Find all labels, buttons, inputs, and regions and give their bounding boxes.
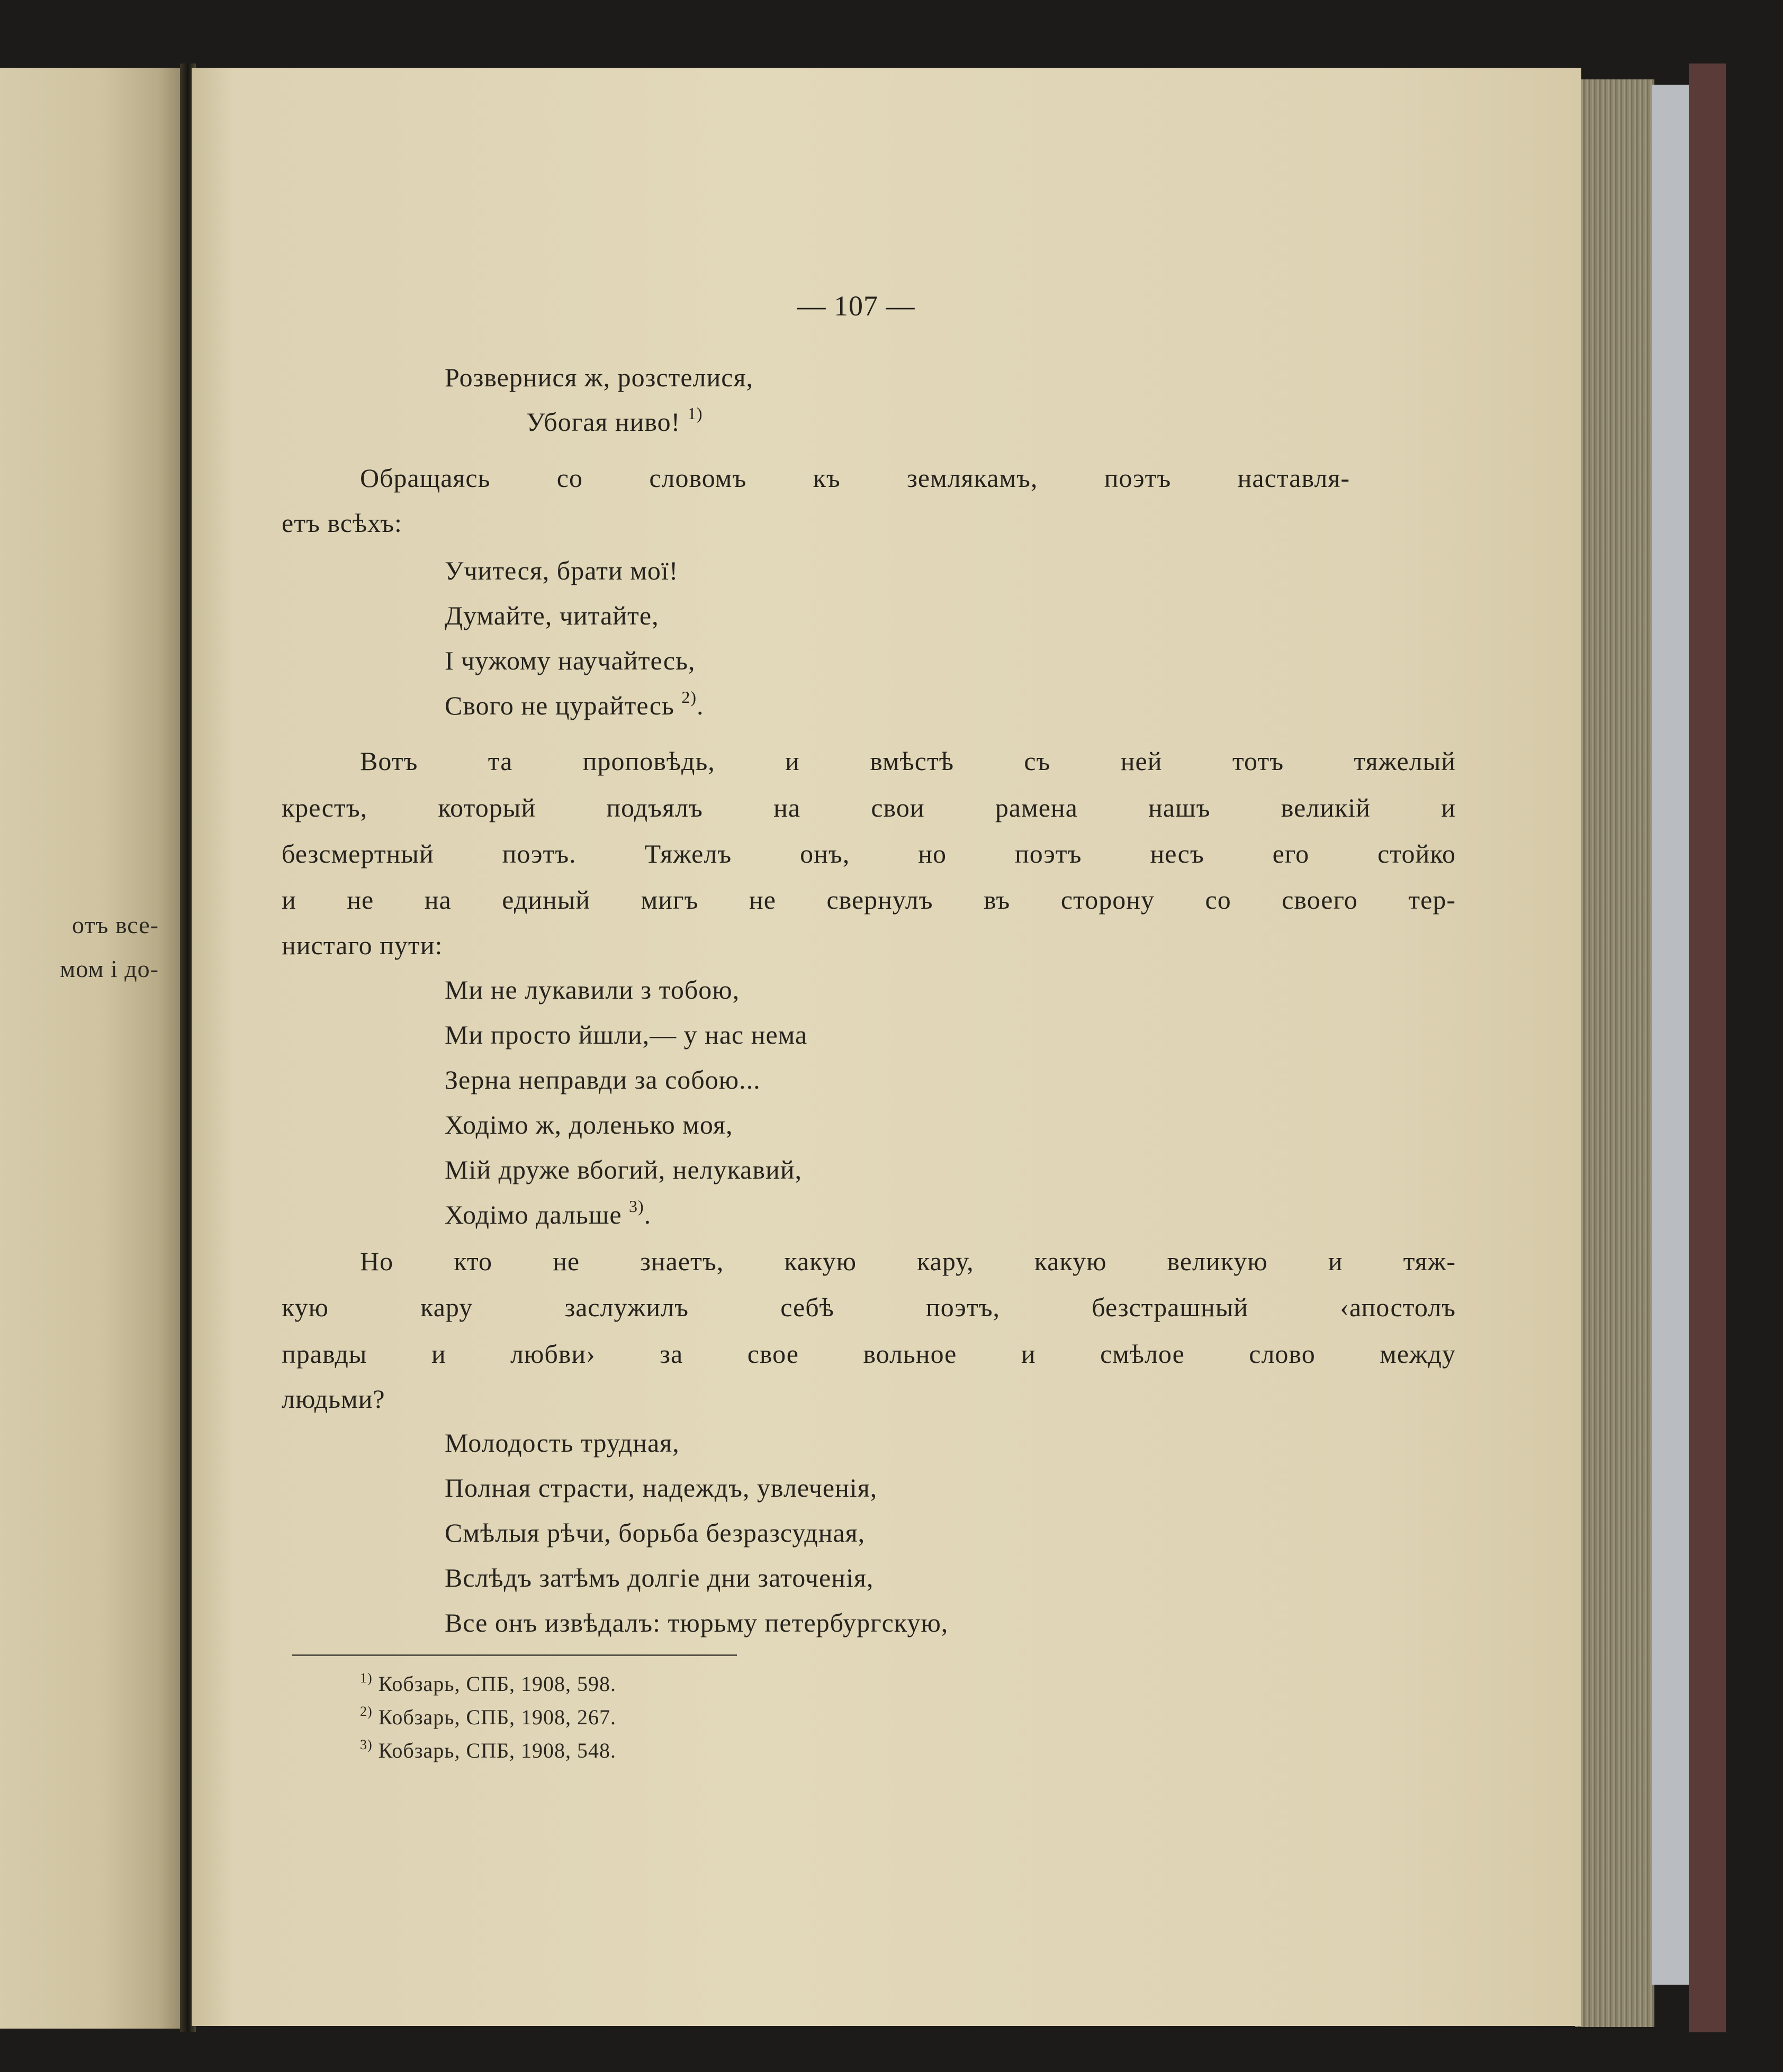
paragraph-line: Но кто не знаетъ, какую кару, какую великую и тяж-	[360, 1246, 1456, 1276]
footnote	[360, 1705, 616, 1730]
page-edges	[1575, 79, 1654, 2027]
verse-line	[526, 406, 703, 438]
page-edges-light	[1652, 85, 1689, 1985]
page-content	[192, 68, 1581, 2026]
footnote-mark: 1)	[360, 1670, 373, 1686]
verse-line: Мій друже вбогий, нелукавий,	[445, 1155, 802, 1184]
verse-line: Учитеся, брати мої!	[445, 556, 679, 585]
paragraph-line: нистаго пути:	[282, 930, 443, 960]
verse-line: Розвернися ж, розстелися,	[445, 363, 753, 392]
verse-line: Смѣлыя рѣчи, борьба безразсудная,	[445, 1518, 866, 1548]
verse-line: Ми не лукавили з тобою,	[445, 975, 740, 1005]
right-page	[192, 68, 1581, 2026]
footnote-text: Кобзарь, СПБ, 1908, 267.	[378, 1705, 617, 1729]
paragraph-line: людьми?	[282, 1384, 385, 1414]
verse-line: Все онъ извѣдалъ: тюрьму петербургскую,	[445, 1608, 949, 1637]
verse-line: І чужому научайтесь,	[445, 646, 696, 675]
verse-text: Свого не цурайтесь	[445, 691, 674, 720]
verse-line: Ми просто йшли,— у нас нема	[445, 1020, 808, 1049]
paragraph-line: Вотъ та проповѣдь, и вмѣстѣ съ ней тотъ тяжелый	[360, 746, 1456, 776]
page-number: — 107 —	[797, 290, 915, 322]
verse-text: Убогая ниво!	[526, 407, 681, 437]
footnote-ref: 2)	[681, 687, 697, 707]
book-cover-edge	[1689, 64, 1726, 2032]
verse-punct: .	[644, 1200, 652, 1229]
left-page	[0, 68, 186, 2029]
paragraph-line: безсмертный поэтъ. Тяжелъ онъ, но поэтъ несъ его стойко	[282, 839, 1456, 868]
footnote-mark: 2)	[360, 1704, 373, 1719]
verse-line	[445, 687, 704, 721]
verse-line: Зерна неправди за собою...	[445, 1065, 761, 1094]
footnote-mark: 3)	[360, 1737, 373, 1752]
verse-line: Ходімо ж, доленько моя,	[445, 1110, 733, 1139]
paragraph-line: етъ всѣхъ:	[282, 508, 402, 538]
verse-line: Вслѣдъ затѣмъ долгіе дни заточенія,	[445, 1563, 874, 1593]
left-page-fragment: мом і до-	[60, 955, 159, 982]
paragraph-line: крестъ, который подъялъ на свои рамена нашъ великій и	[282, 793, 1456, 822]
verse-line: Полная страсти, надеждъ, увлеченія,	[445, 1473, 878, 1503]
footnote-ref: 1)	[687, 404, 703, 423]
verse-line	[445, 1199, 651, 1230]
verse-line: Молодость трудная,	[445, 1428, 680, 1458]
footnote-text: Кобзарь, СПБ, 1908, 548.	[378, 1739, 617, 1762]
footnote	[360, 1671, 616, 1697]
footnote-rule	[292, 1654, 737, 1656]
verse-punct: .	[696, 691, 704, 720]
footnote-ref: 3)	[629, 1197, 644, 1216]
verse-text: Ходімо дальше	[445, 1200, 622, 1229]
footnote-text: Кобзарь, СПБ, 1908, 598.	[378, 1672, 617, 1696]
paragraph-line: правды и любви› за свое вольное и смѣлое слово между	[282, 1339, 1456, 1369]
paragraph-line: и не на единый мигъ не свернулъ въ сторону со своего тер-	[282, 885, 1456, 915]
footnote	[360, 1738, 616, 1763]
left-page-fragment: отъ все-	[72, 911, 159, 938]
verse-line: Думайте, читайте,	[445, 601, 659, 630]
paragraph-line: Обращаясь со словомъ къ землякамъ, поэтъ наставля-	[360, 463, 1350, 493]
paragraph-line: кую кару заслужилъ себѣ поэтъ, безстрашный ‹апостолъ	[282, 1292, 1456, 1322]
